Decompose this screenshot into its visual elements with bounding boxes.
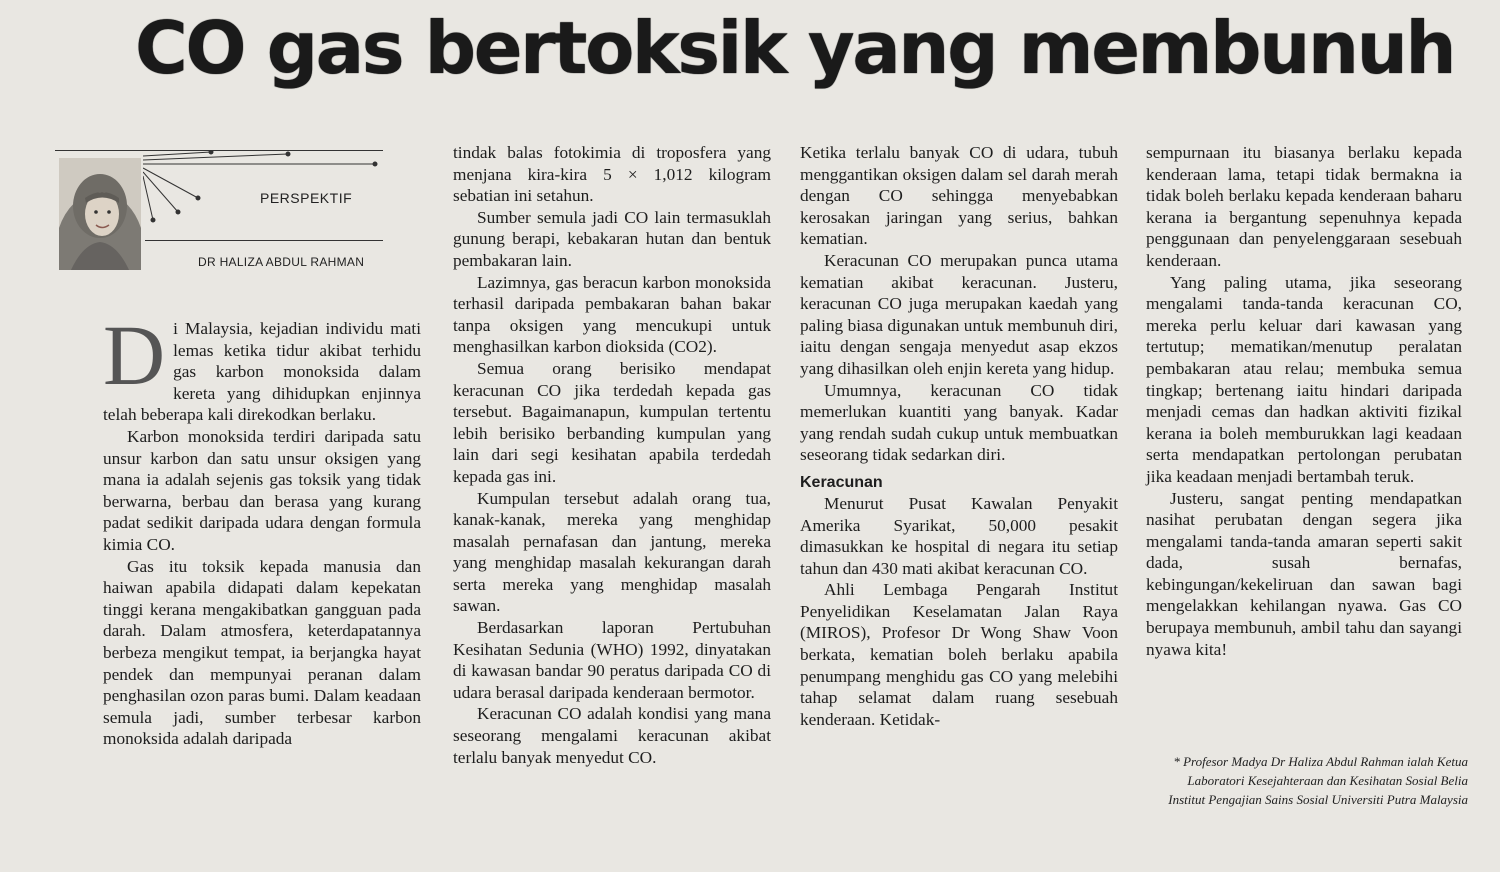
paragraph: Ketika terlalu banyak CO di udara, tubuh menggantikan oksigen dalam sel darah merah dengan CO sehingga menyebabkan kerosakan jaringan yang serius, bahkan kematian. xyxy=(800,143,1118,249)
paragraph: Berdasarkan laporan Pertubuhan Kesihatan Sedunia (WHO) 1992, dinyatakan di kawasan bandar 90 peratus daripada CO di udara berasal daripada kenderaan bermotor. xyxy=(453,618,771,702)
author-photo xyxy=(59,158,141,270)
paragraph: Keracunan CO merupakan punca utama kematian akibat keracunan. Justeru, keracunan CO juga merupakan kaedah yang paling biasa digunakan untuk membunuh diri, iaitu dengan sengaja menyedut asap ekzos yang dihasilkan oleh enjin kereta yang hidup. xyxy=(800,250,1118,378)
paragraph: Yang paling utama, jika seseorang mengalami tanda-tanda keracunan CO, mereka perlu keluar dari kawasan yang tertutup; mematikan/menutup peralatan pembakaran atau relau; membuka semua tingkap; bertenang iaitu hindari daripada menjadi cemas dan hadkan aktiviti fizikal kerana ia boleh memburukkan lagi keadaan serta mendapatkan pertolongan perubatan jika keadaan menjadi bertambah teruk. xyxy=(1146,272,1462,486)
section-label: PERSPEKTIF xyxy=(260,190,353,206)
paragraph: sempurnaan itu biasanya berlaku kepada kenderaan lama, tetapi tidak bermakna ia tidak boleh berlaku kepada kenderaan baharu kerana ia bergantung sepenuhnya kepada penggunaan dan penyelenggaraan sesebuah kenderaan. xyxy=(1146,143,1462,270)
paragraph: Di Malaysia, kejadian individu mati lemas ketika tidur akibat terhidu gas karbon monoksida dalam kereta yang dihidupkan enjinnya telah beberapa kali direkodkan berlaku. xyxy=(103,307,421,425)
article-column-1 xyxy=(103,307,421,750)
article-column-2 xyxy=(453,142,771,768)
author-footnote: * Profesor Madya Dr Haliza Abdul Rahman ialah Ketua Laboratori Kesejahteraan dan Kesihatan Sosial Belia Institut Pengajian Sains Sosial Universiti Putra Malaysia xyxy=(1168,754,1468,807)
dropcap: D xyxy=(103,307,166,403)
paragraph: Kumpulan tersebut adalah orang tua, kanak-kanak, mereka yang menghidap masalah pernafasan dan jantung, mereka yang menghidap masalah kekurangan darah serta mereka yang menghidap masalah sawan. xyxy=(453,488,771,616)
byline xyxy=(55,150,385,275)
paragraph: Lazimnya, gas beracun karbon monoksida terhasil daripada pembakaran bahan bakar tanpa oksigen yang mencukupi untuk menghasilkan karbon dioksida (CO2). xyxy=(453,272,771,357)
paragraph: Menurut Pusat Kawalan Penyakit Amerika Syarikat, 50,000 pesakit dimasukkan ke hospital di negara itu setiap tahun dan 430 mati akibat keracunan CO. xyxy=(800,493,1118,578)
paragraph: Gas itu toksik kepada manusia dan haiwan apabila didapati dalam kepekatan tinggi kerana mengakibatkan gangguan pada darah. Dalam atmosfera, keterdapatannya berbeza mengikut tempat, ia berjangka hayat pendek dan mempunyai peranan dalam penghasilan ozon paras bumi. Dalam keadaan semula jadi, sumber terbesar karbon monoksida adalah daripada xyxy=(103,556,421,749)
headline: CO gas bertoksik yang membunuh xyxy=(135,6,1455,90)
article-column-3 xyxy=(800,142,1118,730)
article-column-4 xyxy=(1146,142,1462,660)
author-name: DR HALIZA ABDUL RAHMAN xyxy=(198,255,365,269)
divider xyxy=(145,240,383,241)
paragraph: Keracunan CO adalah kondisi yang mana seseorang mengalami keracunan akibat terlalu banyak menyedut CO. xyxy=(453,704,771,767)
paragraph: Karbon monoksida terdiri daripada satu unsur karbon dan satu unsur oksigen yang mana ia adalah sejenis gas toksik yang tidak berwarna, berbau dan berasa yang kurang padat sedikit daripada udara dengan formula kimia CO. xyxy=(103,426,421,554)
paragraph: Ahli Lembaga Pengarah Institut Penyelidikan Keselamatan Jalan Raya (MIROS), Profesor Dr Wong Shaw Voon berkata, kematian boleh berlaku apabila penumpang menghidu gas CO yang melebihi tahap selamat dalam ruang sesebuah kenderaan. Ketidak- xyxy=(800,580,1118,729)
paragraph: Justeru, sangat penting mendapatkan nasihat perubatan dengan segera jika mengalami tanda-tanda amaran seperti sakit dada, susah bernafas, kebingungan/kekeliruan dan sawan bagi mengelakkan kehilangan nyawa. Gas CO berupaya membunuh, ambil tahu dan sayangi nyawa kita! xyxy=(1146,488,1462,659)
paragraph: Semua orang berisiko mendapat keracunan CO jika terdedah kepada gas tersebut. Bagaimanapun, kumpulan tertentu lebih berisiko berbanding kumpulan yang lain dari segi kesihatan apabila terdedah kepada gas ini. xyxy=(453,358,771,486)
paragraph: Umumnya, keracunan CO tidak memerlukan kuantiti yang banyak. Kadar yang rendah sudah cukup untuk membuatkan seseorang tidak sedarkan diri. xyxy=(800,380,1118,465)
paragraph: tindak balas fotokimia di troposfera yang menjana kira-kira 5 × 1,012 kilogram sebatian ini setahun. xyxy=(453,143,771,206)
paragraph: Sumber semula jadi CO lain termasuklah gunung berapi, kebakaran hutan dan bentuk pembakaran lain. xyxy=(453,207,771,270)
subheading: Keracunan xyxy=(800,473,883,491)
